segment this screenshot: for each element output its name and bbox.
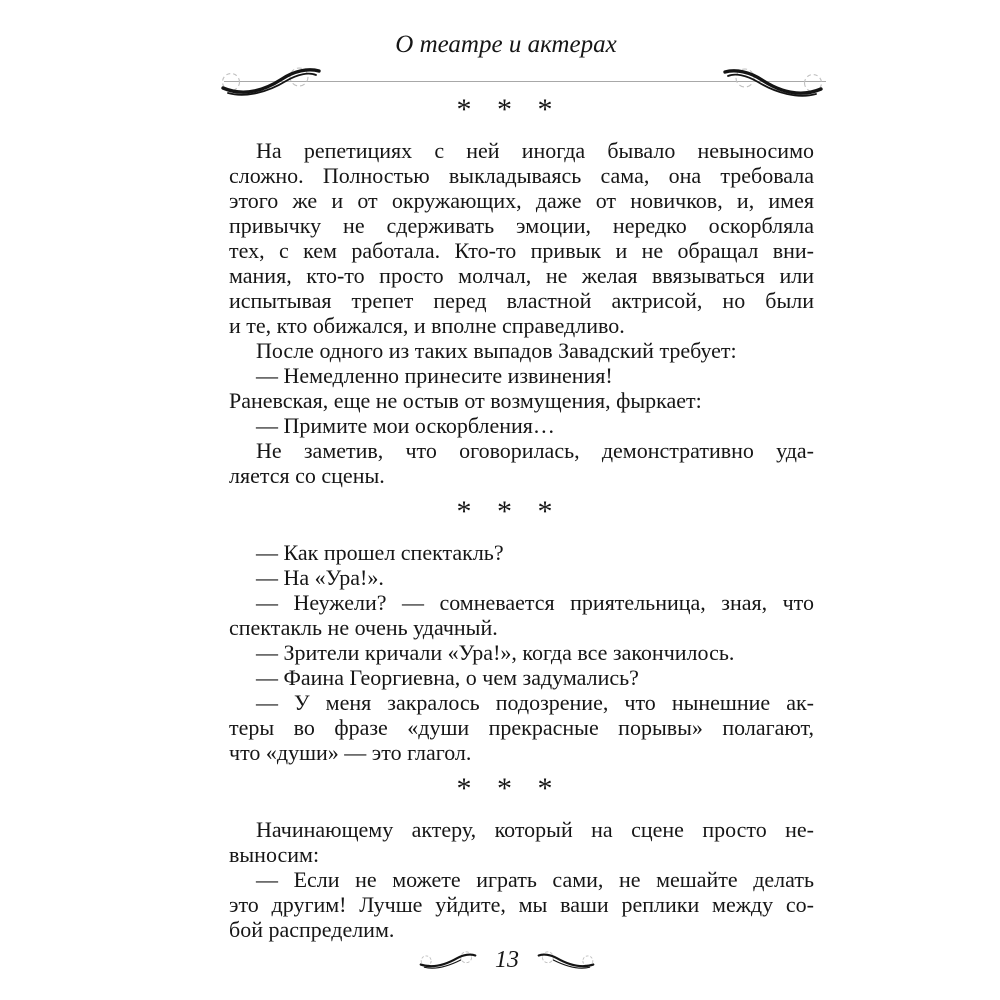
section-separator: * * * <box>456 93 555 126</box>
paragraph <box>229 438 814 488</box>
text-line: бой распределим. <box>229 917 395 942</box>
text-line: — Неужели? — сомневается приятельница, зная, что <box>256 590 814 615</box>
section-separator: * * * <box>456 495 555 528</box>
paragraph <box>229 565 814 590</box>
text-line: ляется со сцены. <box>229 463 385 488</box>
text-line: После одного из таких выпадов Завадский требует: <box>256 338 737 363</box>
text-line: — Если не можете играть сами, не мешайте делать <box>256 867 814 892</box>
text-line: выносим: <box>229 842 320 867</box>
text-section <box>229 495 814 765</box>
paragraph <box>229 138 814 338</box>
text-line: Начинающему актеру, который на сцене просто не- <box>256 817 814 842</box>
text-line: это другим! Лучше уйдите, мы ваши реплики между со- <box>229 892 814 917</box>
paragraph <box>229 363 814 388</box>
text-line: привычку не сдерживать эмоции, нередко оскорбляла <box>229 213 814 238</box>
page-number: 13 <box>495 947 519 973</box>
header-flourish-right-icon <box>714 65 832 99</box>
text-line: тех, с кем работала. Кто-то привык и не обращал вни- <box>229 238 814 263</box>
text-line: — Как прошел спектакль? <box>256 540 504 565</box>
section-separator: * * * <box>456 772 555 805</box>
paragraph <box>229 540 814 565</box>
footer-flourish-right-icon <box>535 950 597 970</box>
text-line: — У меня закралось подозрение, что нынешние ак- <box>256 690 814 715</box>
text-line: теры во фразе «души прекрасные порывы» полагают, <box>229 715 814 740</box>
paragraph <box>229 388 814 413</box>
text-line: Не заметив, что оговорилась, демонстративно уда- <box>256 438 814 463</box>
text-section <box>229 93 814 488</box>
paragraph <box>229 665 814 690</box>
text-line: — Зрители кричали «Ура!», когда все закончилось. <box>256 640 735 665</box>
text-line: этого же и от окружающих, даже от новичков, и, имея <box>229 188 814 213</box>
text-line: Раневская, еще не остыв от возмущения, фыркает: <box>229 388 702 413</box>
text-section <box>229 772 814 942</box>
page-footer <box>0 948 1000 982</box>
paragraph <box>229 338 814 363</box>
text-line: спектакль не очень удачный. <box>229 615 498 640</box>
page-title: О театре и актерах <box>395 31 617 58</box>
paragraph <box>229 590 814 640</box>
paragraph <box>229 640 814 665</box>
paragraph <box>229 690 814 765</box>
text-line: — На «Ура!». <box>256 565 384 590</box>
paragraph <box>229 413 814 438</box>
footer-flourish-left-icon <box>417 950 479 970</box>
header-flourish-left-icon <box>220 64 322 98</box>
text-line: — Примите мои оскорбления… <box>256 413 555 438</box>
text-line: испытывая трепет перед властной актрисой, но были <box>229 288 814 313</box>
text-line: сложно. Полностью выкладываясь сама, она требовала <box>229 163 814 188</box>
text-line: мания, кто-то просто молчал, не желая ввязываться или <box>229 263 814 288</box>
text-line: — Фаина Георгиевна, о чем задумались? <box>256 665 639 690</box>
text-line: На репетициях с ней иногда бывало невыносимо <box>256 138 814 163</box>
text-line: и те, кто обижался, и вполне справедливо. <box>229 313 625 338</box>
text-line: — Немедленно принесите извинения! <box>256 363 613 388</box>
paragraph <box>229 867 814 942</box>
text-line: что «души» — это глагол. <box>229 740 472 765</box>
page-content <box>229 93 814 942</box>
paragraph <box>229 817 814 867</box>
